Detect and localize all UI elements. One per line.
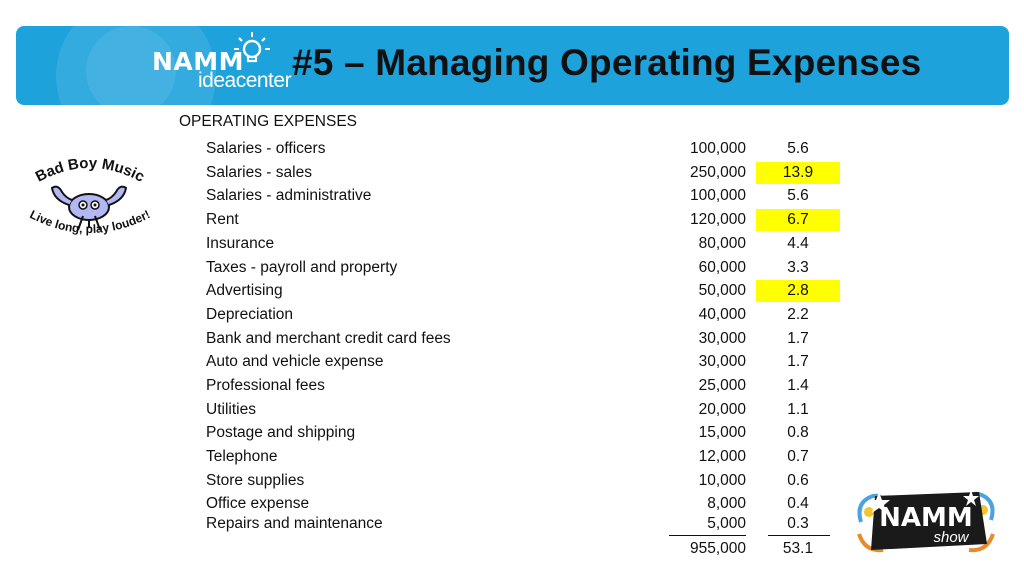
logo-brand-text: NAMM — [152, 47, 245, 76]
expense-amount: 50,000 — [698, 282, 746, 300]
expense-amount: 8,000 — [707, 495, 746, 512]
expense-amount: 100,000 — [689, 140, 746, 157]
table-row — [0, 306, 1024, 328]
expense-pct: 1.7 — [787, 353, 809, 371]
expense-amount: 80,000 — [698, 234, 746, 252]
expense-pct-highlighted: 13.9 — [756, 162, 840, 184]
total-pct: 53.1 — [782, 540, 814, 557]
expense-amount: 12,000 — [698, 448, 746, 466]
title-banner — [16, 26, 1009, 105]
expense-pct-highlighted: 6.7 — [756, 209, 840, 231]
table-row — [0, 401, 1024, 423]
logo-line2: Live long, play louder! — [27, 207, 153, 237]
expense-label: Salaries - administrative — [206, 187, 372, 205]
expense-amount: 5,000 — [707, 515, 746, 532]
table-row — [0, 187, 1024, 209]
expense-label: Telephone — [206, 448, 278, 466]
expense-label: Office expense — [206, 495, 310, 512]
table-row — [0, 235, 1024, 257]
expense-label: Salaries - sales — [206, 163, 312, 181]
table-row — [0, 164, 1024, 186]
expense-label: Insurance — [206, 234, 275, 252]
table-row — [0, 448, 1024, 470]
expense-label: Auto and vehicle expense — [206, 353, 384, 371]
expense-pct: 5.6 — [787, 140, 809, 157]
table-row — [0, 424, 1024, 446]
expense-amount: 250,000 — [689, 163, 746, 181]
table-row — [0, 211, 1024, 233]
expense-amount: 60,000 — [698, 258, 746, 276]
amount-total-rule — [669, 535, 746, 536]
table-row — [0, 330, 1024, 352]
expense-pct: 5.6 — [787, 187, 809, 205]
namm-show-sub: show — [933, 529, 969, 546]
section-heading: OPERATING EXPENSES — [179, 113, 358, 130]
logo-sub-text: ideacenter — [198, 69, 292, 92]
expense-pct: 0.3 — [787, 515, 809, 532]
expense-label: Advertising — [206, 282, 283, 300]
total-amount: 955,000 — [689, 540, 746, 557]
page-title: #5 – Managing Operating Expenses — [292, 42, 922, 83]
expense-amount: 20,000 — [698, 400, 746, 418]
table-row — [0, 282, 1024, 304]
expense-pct: 1.4 — [787, 377, 809, 394]
pct-total-rule — [768, 535, 830, 536]
table-row — [0, 140, 1024, 162]
expense-pct: 3.3 — [787, 258, 809, 276]
expense-pct: 1.1 — [787, 400, 809, 418]
expense-label: Taxes - payroll and property — [206, 258, 398, 276]
expense-pct: 0.6 — [787, 471, 809, 489]
expense-pct: 0.7 — [787, 448, 809, 466]
expense-pct: 0.8 — [787, 424, 809, 442]
expense-amount: 40,000 — [698, 305, 746, 323]
expense-label: Salaries - officers — [206, 140, 326, 157]
expense-pct: 0.4 — [787, 495, 809, 512]
table-row — [0, 377, 1024, 399]
expense-label: Professional fees — [206, 377, 325, 394]
expense-amount: 100,000 — [689, 187, 746, 205]
expense-amount: 10,000 — [698, 471, 746, 489]
expense-amount: 25,000 — [698, 377, 746, 394]
expense-label: Store supplies — [206, 471, 305, 489]
expense-label: Postage and shipping — [206, 424, 356, 442]
expense-amount: 120,000 — [689, 211, 746, 229]
expense-label: Repairs and maintenance — [206, 515, 383, 532]
expense-pct: 2.2 — [787, 305, 809, 323]
expense-pct: 1.7 — [787, 329, 809, 347]
expense-amount: 15,000 — [698, 424, 746, 442]
namm-ideacenter-logo — [134, 28, 304, 102]
expense-label: Bank and merchant credit card fees — [206, 329, 451, 347]
expense-amount: 30,000 — [698, 353, 746, 371]
expense-label: Utilities — [206, 400, 256, 418]
namm-show-logo — [855, 482, 997, 560]
expense-label: Rent — [206, 211, 239, 229]
expense-pct-highlighted: 2.8 — [756, 280, 840, 302]
expense-pct: 4.4 — [787, 234, 809, 252]
table-row — [0, 353, 1024, 375]
expense-label: Depreciation — [206, 305, 294, 323]
table-row — [0, 259, 1024, 281]
expense-amount: 30,000 — [698, 329, 746, 347]
logo-line1: Bad Boy Music — [32, 154, 148, 186]
namm-show-brand: NAMM — [879, 503, 973, 533]
